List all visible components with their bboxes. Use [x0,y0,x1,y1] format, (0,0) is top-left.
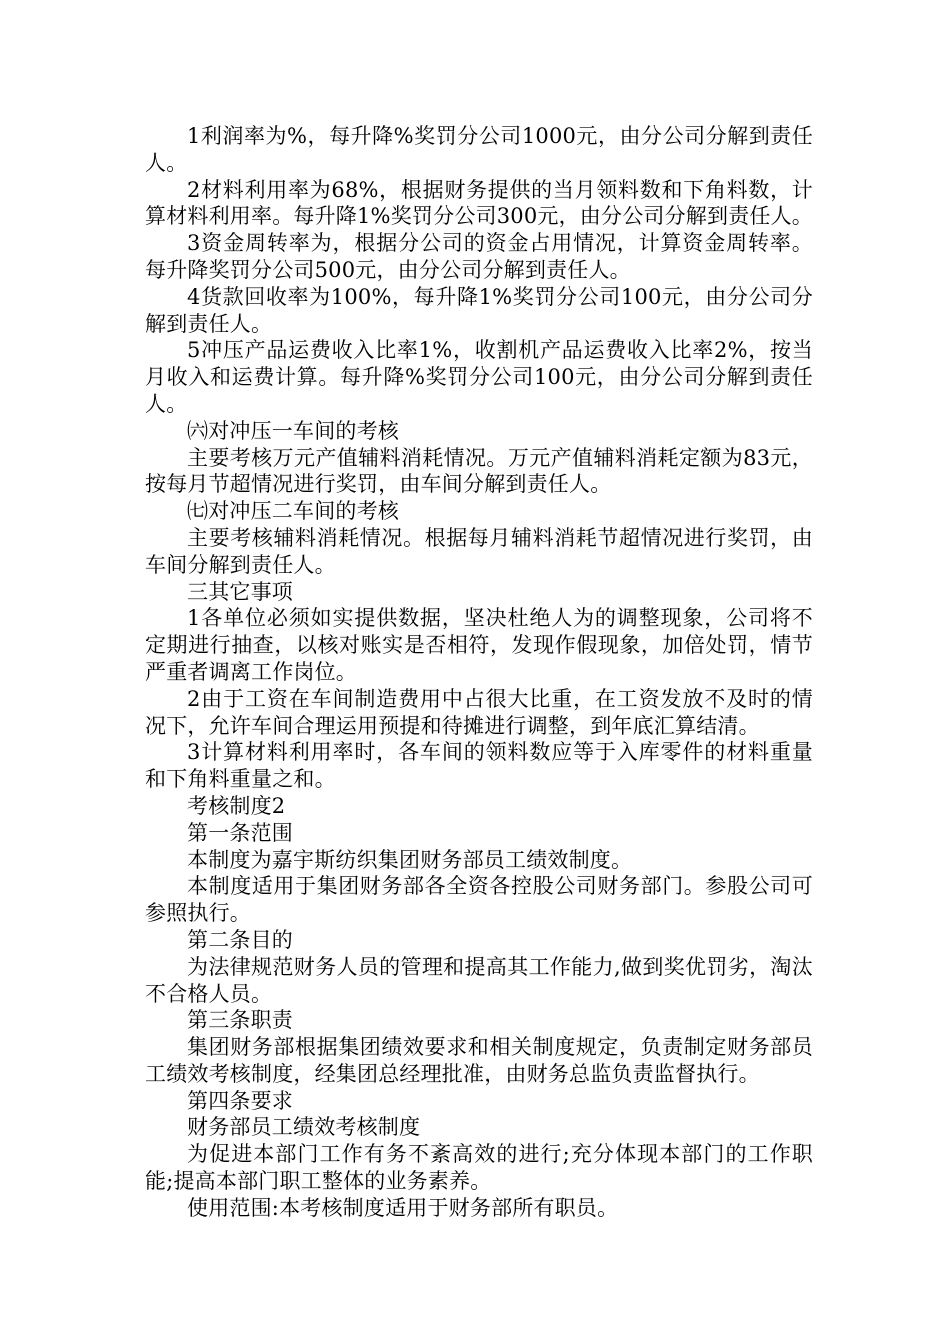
paragraph: 主要考核辅料消耗情况。根据每月辅料消耗节超情况进行奖罚，由车间分解到责任人。 [145,525,813,577]
paragraph: 1各单位必须如实提供数据，坚决杜绝人为的调整现象，公司将不定期进行抽查，以核对账实是否相符，发现作假现象，加倍处罚，情节严重者调离工作岗位。 [145,606,813,684]
document-title: 考核制度2 [187,793,286,818]
paragraph: 3资金周转率为，根据分公司的资金占用情况，计算资金周转率。每升降奖罚分公司500元，由分公司分解到责任人。 [145,231,813,282]
paragraph: 集团财务部根据集团绩效要求和相关制度规定，负责制定财务部员工绩效考核制度，经集团总经理批准，由财务总监负责监督执行。 [145,1035,813,1086]
paragraph: 5冲压产品运费收入比率1%，收割机产品运费收入比率2%，按当月收入和运费计算。每升降%奖罚分公司100元，由分公司分解到责任人。 [145,338,813,416]
article-heading: 第四条要求 [187,1088,293,1113]
section-heading: ㈦对冲压二车间的考核 [187,499,399,524]
paragraph: 2由于工资在车间制造费用中占很大比重，在工资发放不及时的情况下，允许车间合理运用预提和待摊进行调整，到年底汇算结清。 [145,686,813,738]
paragraph: 本制度适用于集团财务部各全资各控股公司财务部门。参股公司可参照执行。 [145,874,813,926]
paragraph: 3计算材料利用率时，各车间的领料数应等于入库零件的材料重量和下角料重量之和。 [145,740,813,792]
article-heading: 第一条范围 [187,820,293,845]
document-body [145,123,813,1222]
article-heading: 第三条职责 [187,1008,293,1033]
paragraph: 使用范围:本考核制度适用于财务部所有职员。 [187,1195,619,1220]
subsection-title: 财务部员工绩效考核制度 [187,1115,421,1140]
paragraph: 本制度为嘉宇斯纺织集团财务部员工绩效制度。 [187,847,633,872]
paragraph: 为促进本部门工作有务不紊高效的进行;充分体现本部门的工作职能;提高本部门职工整体的业务素养。 [145,1142,813,1194]
article-heading: 第二条目的 [187,927,293,952]
paragraph: 主要考核万元产值辅料消耗情况。万元产值辅料消耗定额为83元，按每月节超情况进行奖罚，由车间分解到责任人。 [145,445,813,497]
section-heading: 三其它事项 [187,579,293,604]
paragraph: 4货款回收率为100%，每升降1%奖罚分公司100元，由分公司分解到责任人。 [145,284,813,336]
paragraph: 2材料利用率为68%，根据财务提供的当月领料数和下角料数，计算材料利用率。每升降1%奖罚分公司300元，由分公司分解到责任人。 [145,177,813,229]
section-heading: ㈥对冲压一车间的考核 [187,418,399,443]
paragraph: 为法律规范财务人员的管理和提高其工作能力,做到奖优罚劣，淘汰不合格人员。 [145,954,813,1006]
paragraph: 1利润率为%，每升降%奖罚分公司1000元，由分公司分解到责任人。 [145,124,813,175]
